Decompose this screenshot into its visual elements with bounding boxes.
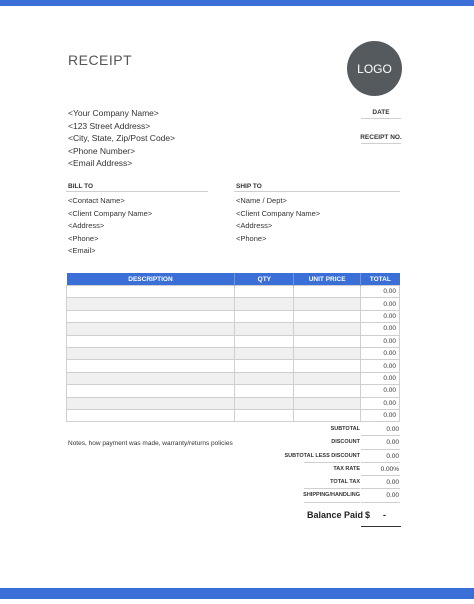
total-cell: 0.00 xyxy=(361,397,400,409)
discount-label: DISCOUNT xyxy=(331,439,360,446)
description-cell[interactable] xyxy=(67,347,235,359)
notes-text: Notes, how payment was made, warranty/returns policies xyxy=(68,440,233,447)
qty-cell[interactable] xyxy=(235,298,294,310)
unit-price-cell[interactable] xyxy=(294,385,361,397)
bottom-accent-bar xyxy=(0,588,474,599)
shipping-value[interactable]: 0.00 xyxy=(386,492,399,500)
table-row xyxy=(67,298,400,310)
date-field[interactable] xyxy=(361,118,401,119)
qty-cell[interactable] xyxy=(235,372,294,384)
bill-to-rule xyxy=(66,191,208,192)
header-description: DESCRIPTION xyxy=(67,273,235,286)
total-cell: 0.00 xyxy=(361,310,400,322)
description-cell[interactable] xyxy=(67,385,235,397)
tax-rate-label: TAX RATE xyxy=(333,465,360,472)
date-label: DATE xyxy=(372,109,390,116)
bill-to-contact: <Contact Name> xyxy=(68,196,125,205)
company-phone: <Phone Number> xyxy=(68,145,136,156)
shipping-label: SHIPPING/HANDLING xyxy=(303,492,360,499)
description-cell[interactable] xyxy=(67,310,235,322)
table-row xyxy=(67,409,400,421)
description-cell[interactable] xyxy=(67,372,235,384)
unit-price-cell[interactable] xyxy=(294,323,361,335)
company-name: <Your Company Name> xyxy=(68,108,159,118)
bill-to-address: <Address> xyxy=(68,221,105,230)
receipt-number-label: RECEIPT NO. xyxy=(360,134,402,141)
qty-cell[interactable] xyxy=(235,385,294,397)
items-table xyxy=(66,273,400,422)
header-unit-price: UNIT PRICE xyxy=(294,273,361,286)
unit-price-cell[interactable] xyxy=(294,286,361,298)
subtotal-value: 0.00 xyxy=(386,426,399,433)
qty-cell[interactable] xyxy=(235,286,294,298)
unit-price-cell[interactable] xyxy=(294,310,361,322)
table-row xyxy=(67,360,400,372)
header-total: TOTAL xyxy=(361,273,400,286)
discount-value[interactable]: 0.00 xyxy=(386,439,399,447)
ship-to-rule xyxy=(234,191,400,192)
unit-price-cell[interactable] xyxy=(294,347,361,359)
summary-row-total-tax xyxy=(260,476,400,489)
description-cell[interactable] xyxy=(67,323,235,335)
table-row xyxy=(67,323,400,335)
summary-row-tax-rate xyxy=(260,463,400,476)
unit-price-cell[interactable] xyxy=(294,335,361,347)
summary-row-subtotal xyxy=(260,423,400,436)
bill-to-email: <Email> xyxy=(68,246,96,255)
description-cell[interactable] xyxy=(67,409,235,421)
total-cell: 0.00 xyxy=(361,298,400,310)
unit-price-cell[interactable] xyxy=(294,397,361,409)
description-cell[interactable] xyxy=(67,286,235,298)
total-tax-value: 0.00 xyxy=(386,479,399,487)
subtotal-less-discount-value: 0.00 xyxy=(386,452,399,460)
tax-rate-value[interactable]: 0.00% xyxy=(380,465,399,473)
table-row xyxy=(67,347,400,359)
qty-cell[interactable] xyxy=(235,323,294,335)
top-accent-bar xyxy=(0,0,474,6)
balance-paid-label: Balance Paid xyxy=(307,510,364,520)
ship-to-heading: SHIP TO xyxy=(236,183,262,190)
company-info xyxy=(68,107,175,170)
receipt-number-field[interactable] xyxy=(361,143,401,144)
ship-to-phone: <Phone> xyxy=(236,233,267,243)
ship-to-name: <Name / Dept> xyxy=(236,196,287,205)
header-qty: QTY xyxy=(235,273,294,286)
company-city: <City, State, Zip/Post Code> xyxy=(68,133,176,143)
unit-price-cell[interactable] xyxy=(294,409,361,421)
total-tax-label: TOTAL TAX xyxy=(330,479,360,486)
items-header-row xyxy=(67,273,400,286)
company-email: <Email Address> xyxy=(68,158,133,168)
logo-placeholder xyxy=(347,41,402,96)
ship-to-address: <Address> xyxy=(236,221,273,230)
bill-to-heading: BILL TO xyxy=(68,183,94,190)
total-cell: 0.00 xyxy=(361,286,400,298)
logo-text: LOGO xyxy=(357,61,392,76)
balance-paid-value: - xyxy=(383,510,386,520)
summary-row-shipping xyxy=(260,489,400,502)
description-cell[interactable] xyxy=(67,397,235,409)
company-street: <123 Street Address> xyxy=(68,120,151,131)
total-cell: 0.00 xyxy=(361,360,400,372)
balance-currency: $ xyxy=(365,510,371,520)
total-cell: 0.00 xyxy=(361,323,400,335)
bill-to-block xyxy=(68,195,152,258)
total-cell: 0.00 xyxy=(361,409,400,421)
qty-cell[interactable] xyxy=(235,409,294,421)
subtotal-less-discount-label: SUBTOTAL LESS DISCOUNT xyxy=(284,452,360,459)
page-title: RECEIPT xyxy=(68,52,133,68)
qty-cell[interactable] xyxy=(235,335,294,347)
ship-to-block xyxy=(236,195,320,245)
qty-cell[interactable] xyxy=(235,360,294,372)
total-cell: 0.00 xyxy=(361,347,400,359)
ship-to-company: <Client Company Name> xyxy=(236,208,321,218)
unit-price-cell[interactable] xyxy=(294,360,361,372)
subtotal-label: SUBTOTAL xyxy=(330,426,360,432)
table-row xyxy=(67,385,400,397)
summary-row-discount xyxy=(260,436,400,449)
bill-to-company: <Client Company Name> xyxy=(68,208,153,218)
summary-divider xyxy=(361,502,400,503)
description-cell[interactable] xyxy=(67,335,235,347)
unit-price-cell[interactable] xyxy=(294,372,361,384)
summary-block xyxy=(260,423,400,503)
qty-cell[interactable] xyxy=(235,310,294,322)
balance-underline xyxy=(361,526,401,527)
table-row xyxy=(67,397,400,409)
summary-row-subtotal-less-discount xyxy=(260,450,400,463)
qty-cell[interactable] xyxy=(235,397,294,409)
bill-to-phone: <Phone> xyxy=(68,233,99,243)
summary-divider xyxy=(304,502,360,503)
table-row xyxy=(67,310,400,322)
total-cell: 0.00 xyxy=(361,335,400,347)
total-cell: 0.00 xyxy=(361,385,400,397)
description-cell[interactable] xyxy=(67,360,235,372)
unit-price-cell[interactable] xyxy=(294,298,361,310)
table-row xyxy=(67,372,400,384)
total-cell: 0.00 xyxy=(361,372,400,384)
table-row xyxy=(67,286,400,298)
description-cell[interactable] xyxy=(67,298,235,310)
table-row xyxy=(67,335,400,347)
qty-cell[interactable] xyxy=(235,347,294,359)
